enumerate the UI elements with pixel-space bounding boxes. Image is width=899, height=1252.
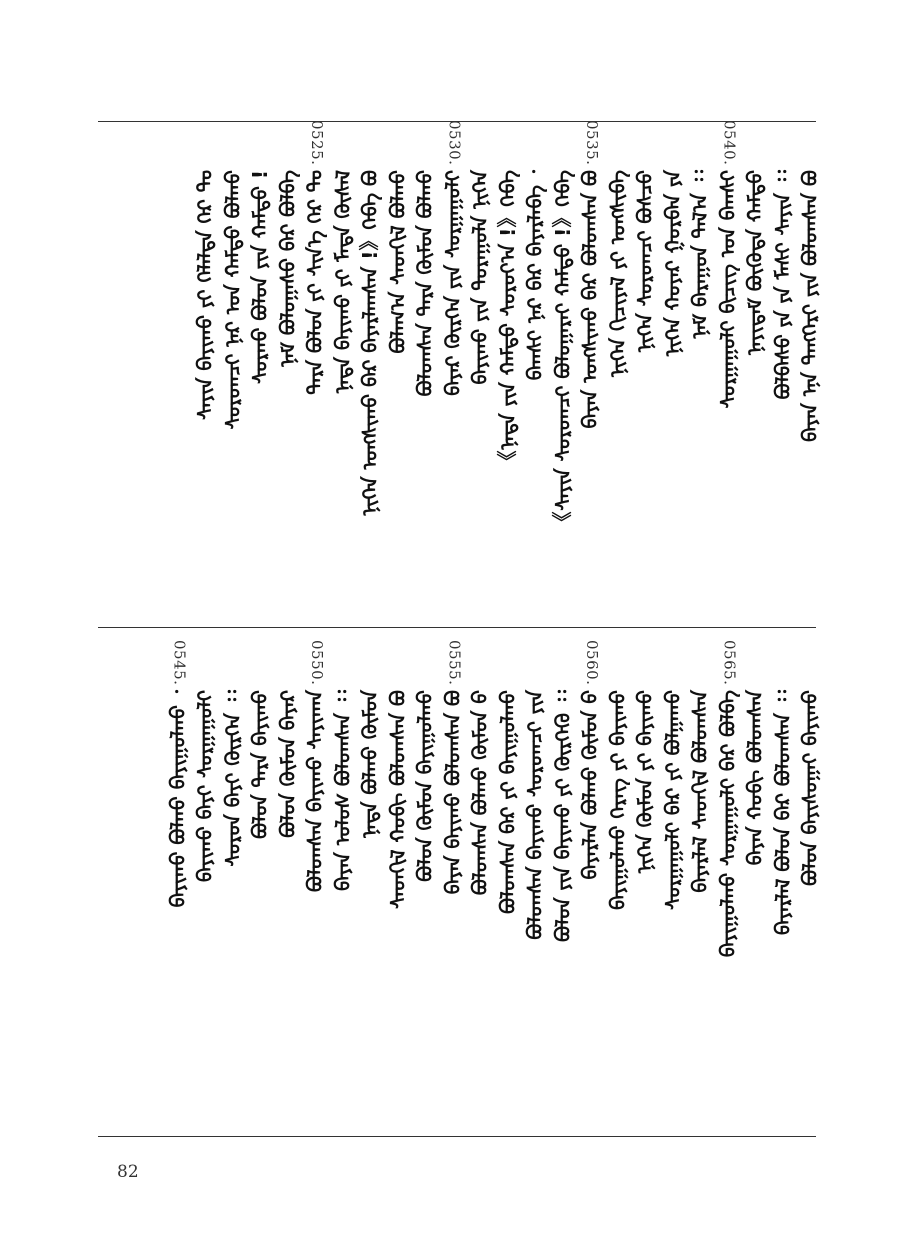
verse-line	[193, 690, 217, 882]
verse-line	[413, 170, 437, 396]
verse-line	[688, 170, 712, 339]
verse-line	[413, 690, 437, 882]
verse-text: ᠪᠣᠯᠪᠠᠰᠤ ᠶᠠ ᠶᠠ ᠮᠠᠰᠢ ᠰᠠᠶᠢᠨ ᠄᠄	[770, 170, 795, 400]
verse-text: ᠪᠣᠯᠤᠭᠰᠠᠨ ᠪᠣᠯᠬᠤ ᠬᠦᠮᠦᠨ ᠪ	[468, 690, 492, 896]
verse-text: ᠪᠣᠯᠤᠨ ᠬᠦᠮᠦᠨ ᠪᠠᠶᠢᠭᠤᠯᠬᠤ	[413, 690, 437, 882]
verse-text: ᠪᠠᠶᠢᠬᠤ ᠪᠣᠯᠬᠤ ᠪᠠᠶᠢᠭᠤᠯᠬᠤ ᠂	[165, 690, 190, 908]
verse-line	[165, 640, 190, 908]
verse-line	[386, 170, 410, 354]
verse-text: ᠪᠠᠶᠢᠬᠤ ᠶᠢᠨ ᠳᠤᠷᠠᠭᠤᠯᠠ ᠨᠢᠭᠡᠨ	[468, 170, 492, 385]
verse-line	[551, 690, 575, 942]
verse-text: ᠰᠤᠷᠭᠠᠭᠤᠯᠢ ᠪᠠᠷ ᠶᠢ ᠪᠣᠯᠭᠠᠬᠤ	[660, 690, 685, 910]
verse-line	[798, 690, 822, 886]
verse-line	[606, 690, 630, 910]
verse-line	[248, 690, 272, 839]
middle-rule	[98, 627, 816, 628]
verse-line	[496, 690, 520, 914]
line-number: 0530.	[445, 120, 464, 166]
verse-line	[715, 640, 740, 958]
verse-text: ᠪᠠᠶᠠᠨ ᠡᠨᠡ ᠲᠡᠩᠭᠡᠷᠢ ᠶᠢᠨ ᠪᠣᠯᠣᠭᠰᠠᠨ ᠪᠣ	[798, 170, 822, 442]
verse-line	[606, 170, 630, 377]
verse-line	[358, 690, 382, 838]
verse-text: ᠰᠠᠶᠢᠨ ᠪᠠᠶᠢᠬᠤ ᠶᠢ ᠬᠡᠯᠡᠯᠲᠡ ᠭᠡᠷ ᠲᠤ	[193, 170, 217, 420]
verse-line	[743, 690, 767, 865]
verse-text: ᠰᠤᠷᠭᠠᠭᠤᠯᠢ ᠪᠢᠴᠢᠭ ᠤᠨ ᠪᠠᠭᠰᠢ	[715, 170, 740, 409]
verse-text: ᠪᠣᠯᠤᠭᠰᠠᠨ ᠪᠠᠷ ᠶᠢ ᠪᠠᠶᠢᠭᠤᠯᠬᠤ	[495, 690, 520, 914]
verse-text: 《ᠨᠠᠳᠠ ᠶᠢᠨ ᠬᠠᠮᠲᠤ ᠰᠤᠷᠤᠶ᠎ᠠ !》ᠭᠡᠪᠡ	[495, 170, 520, 471]
verse-text: ᠨᠢᠭᠡᠨ ᠬᠢᠴᠢᠶᠡᠯ ᠶᠢ ᠤᠩᠰᠢᠪᠠ	[605, 170, 630, 377]
verse-text: ᠰᠤᠷᠤᠨ ᠪᠠᠶᠢ ᠬᠦᠷᠭᠡᠨ ᠄᠄	[220, 690, 245, 867]
verse-text: ᠨᠠᠮ ᠪᠣᠯᠤᠭᠠᠰᠤ ᠪᠠᠷ ᠪᠣᠯᠪᠠ	[275, 170, 300, 367]
line-number: 0545.	[170, 640, 189, 686]
verse-line	[440, 120, 465, 396]
verse-text: ᠪᠠᠶᠠᠷᠯᠠᠨ ᠪᠣᠯᠬᠤ ᠬᠦᠮᠦᠨ ᠪ	[578, 690, 602, 880]
verse-text: ᠨᠢᠭᠡᠨ ᠤᠩᠰᠢᠬᠤ ᠪᠠᠷ ᠪᠠᠶᠠᠷᠯᠠᠭᠰᠠᠨ !》ᠭᠡᠪᠡ ᠪᠣ	[358, 170, 382, 516]
verse-text: ᠰᠤᠷᠤᠭᠴᠢ ᠨᠠᠷ ᠤᠨ ᠬᠠᠮᠲᠤ ᠪᠣᠯᠬᠤ	[220, 170, 245, 430]
top-verse-section	[98, 120, 822, 610]
line-number: 0540.	[720, 120, 739, 166]
verse-line	[331, 690, 355, 891]
verse-text: ᠪᠠᠶᠢᠭᠤᠯᠬᠤ ᠬᠡᠷᠡᠭ ᠶᠢ ᠪᠠᠶᠢᠬᠤ	[605, 690, 630, 910]
line-number: 0555.	[445, 640, 464, 686]
verse-line	[688, 690, 712, 893]
verse-text: ᠲᠡᠷᠡ ᠪᠣᠯᠣᠨ ᠶᠢ ᠰᠢᠨ᠎ᠡ ᠭᠡᠷ ᠲᠤ	[303, 170, 327, 395]
verse-line	[661, 690, 685, 910]
verse-text: ᠪᠠᠶᠠᠷ ᠬᠦᠷᠭᠡᠨ ᠶᠢᠨ ᠰᠤᠷᠭᠠᠭᠤᠯᠢ	[440, 170, 465, 396]
verse-text: ᠪᠠᠶᠢᠬᠤ ᠪᠠᠶᠢ ᠰᠤᠷᠭᠠᠭᠤᠯᠢ	[193, 690, 217, 883]
verse-line	[248, 170, 272, 384]
verse-text: ᠨᠢᠭᠡᠨ ᠬᠣᠶᠠᠷ ᠭᠤᠷᠪᠠᠨ ᠶᠠ	[660, 170, 685, 357]
bottom-rule	[98, 1136, 816, 1137]
verse-line	[358, 170, 382, 515]
line-number: 0560.	[583, 640, 601, 686]
verse-line	[303, 120, 327, 395]
verse-text: ᠰᠡᠳᠬᠢᠯ ᠬᠣᠪᠢ ᠪᠣᠯᠣᠭᠰᠠᠨ ᠪᠣ	[385, 690, 410, 909]
verse-text: ᠪᠠᠶᠠᠨ ᠤᠩᠰᠢᠬᠤ ᠪᠠᠷ ᠪᠣᠯᠣᠭᠰᠠᠨ ᠪᠣ	[578, 170, 602, 429]
verse-line	[468, 690, 492, 895]
verse-line	[523, 170, 547, 380]
verse-text: ᠰᠤᠷᠬᠤ ᠪᠣᠯᠣᠨ ᠶᠢᠨ ᠬᠠᠮᠲᠤ !	[248, 170, 272, 384]
verse-text: ᠨᠠᠳᠠ ᠪᠣᠯᠬᠤ ᠬᠦᠮᠦᠨ	[358, 690, 382, 838]
verse-text: ᠪᠣᠯᠤᠭᠰᠠᠨ ᠪᠠᠶᠢᠬᠤ ᠰᠠᠶᠢᠬᠠᠨ	[303, 690, 327, 892]
verse-line	[661, 170, 685, 356]
line-number: 0565.	[720, 640, 739, 686]
verse-line	[221, 690, 245, 867]
verse-text: ᠨᠢᠭᠡᠨ ᠰᠤᠷᠤᠭᠴᠢ ᠪᠣᠰᠴᠤ	[633, 170, 657, 353]
verse-text: ᠪᠣᠯᠤᠨ ᠪᠠᠶᠢᠰᠤᠭᠠᠢ ᠪᠠᠶᠢᠬᠤ	[798, 690, 822, 886]
verse-text: ᠪᠣᠯᠣᠭᠰᠠᠨ ᠲᠡᠷᠡ ᠬᠦᠮᠦᠨ ᠪᠣᠯᠬᠤ	[413, 170, 437, 397]
verse-line	[743, 170, 767, 355]
verse-text: ᠪᠠᠭᠰᠢ ᠨᠠᠷ ᠪᠠᠷ ᠪᠠᠶᠠᠷᠯᠠᠪᠠ ᠂	[523, 170, 547, 381]
verse-text: ᠪᠠᠶᠠᠨ ᠬᠣᠪᠢ ᠪᠣᠯᠣᠭᠰᠠᠨ	[743, 690, 767, 866]
bottom-verse-section	[98, 640, 822, 1110]
verse-text: ᠪᠣᠯᠤᠨ ᠬᠦᠮᠦᠨ ᠪᠠᠶᠠᠷ	[275, 690, 300, 838]
line-number: 0550.	[308, 640, 326, 686]
verse-text: ᠪᠠᠶᠠᠨ ᠤᠯᠤᠰ ᠪᠣᠯᠤᠭᠰᠠᠨ ᠄᠄	[330, 690, 355, 891]
verse-text: ᠨᠠᠳᠠ ᠪᠠᠶᠢᠬᠤ ᠶᠢ ᠮᠡᠳᠡ ᠬᠦᠰᠡᠯ	[330, 170, 355, 394]
verse-line	[633, 170, 657, 352]
verse-text: ᠨᠢᠭᠡᠨ ᠬᠦᠮᠦᠨ ᠶᠢ ᠪᠠᠶᠢᠬᠤ	[633, 690, 657, 874]
verse-text: ᠪᠠᠶᠠᠨ ᠪᠠᠶᠢᠬᠤ ᠪᠣᠯᠣᠭᠰᠠᠨ ᠪᠣ	[440, 690, 465, 895]
verse-text: ᠨᠡᠶᠢᠳᠡᠮ ᠪᠦᠭᠦᠳᠡ ᠬᠠᠮᠲᠤ	[743, 170, 767, 356]
line-number: 0525.	[308, 120, 326, 166]
verse-line	[715, 120, 740, 409]
verse-text: ᠪᠣᠯᠤᠨ ᠲᠡᠷᠡ ᠪᠠᠶᠢᠬᠤ	[248, 690, 272, 839]
verse-line	[578, 640, 602, 880]
verse-line	[578, 120, 602, 429]
verse-line	[276, 170, 300, 367]
verse-line	[633, 690, 657, 873]
verse-line	[771, 690, 795, 935]
verse-text: ᠪᠣᠯᠤᠨ ᠶᠢᠨ ᠪᠠᠶᠢᠬᠤ ᠶᠢ ᠬᠦᠷᠭᠡᠬᠦ ᠄᠄	[550, 690, 575, 942]
verse-line	[303, 640, 327, 892]
verse-text: ᠪᠠᠶᠠᠷᠯᠠᠯ ᠰᠡᠳᠬᠢᠯ ᠪᠣᠯᠣᠭᠰᠠᠨ	[688, 690, 712, 893]
page-number: 82	[117, 1162, 139, 1182]
verse-line	[468, 170, 492, 385]
verse-line	[496, 170, 520, 471]
verse-line	[221, 170, 245, 429]
verse-line	[523, 690, 547, 940]
verse-line	[771, 170, 795, 399]
verse-line	[331, 170, 355, 393]
verse-text: ᠪᠣᠯᠤᠭᠰᠠᠨ ᠪᠠᠶᠢᠬᠤ ᠰᠤᠷᠤᠭᠴᠢ ᠶᠢᠨ	[523, 690, 547, 940]
line-number: 0535.	[583, 120, 601, 166]
verse-line	[193, 170, 217, 420]
verse-line	[276, 690, 300, 838]
verse-text: ᠪᠣᠯᠠᠭ᠎ᠠ ᠰᠡᠳᠬᠢᠯ ᠪᠣᠯᠬᠤ	[385, 170, 410, 354]
verse-text: ᠪᠠᠶᠠᠷᠯᠠᠯ ᠪᠣᠯᠤᠨ ᠪᠠᠷ ᠪᠣᠯᠤᠭᠰᠠᠨ ᠄᠄	[770, 690, 795, 936]
verse-line	[798, 170, 822, 442]
verse-line	[440, 640, 465, 895]
verse-text: 《ᠰᠠᠶᠢᠨ ᠰᠤᠷᠤᠭᠴᠢ ᠪᠣᠯᠤᠭᠠᠷᠠᠢ ᠬᠠᠮᠲᠤ !》ᠭᠡᠪᠡ	[550, 170, 575, 532]
verse-text: ᠪᠠᠶᠢᠭᠤᠯᠬᠤ ᠰᠤᠷᠭᠠᠭᠤᠯᠢ ᠪᠠᠷ ᠪᠣᠯᠪᠠ	[715, 690, 740, 958]
verse-line	[551, 170, 575, 532]
verse-line	[386, 690, 410, 909]
verse-text: ᠨᠠᠮ ᠪᠠᠷᠠᠭᠤᠨ ᠲᠠᠯ᠎ᠠ ᠄᠄	[688, 170, 712, 339]
